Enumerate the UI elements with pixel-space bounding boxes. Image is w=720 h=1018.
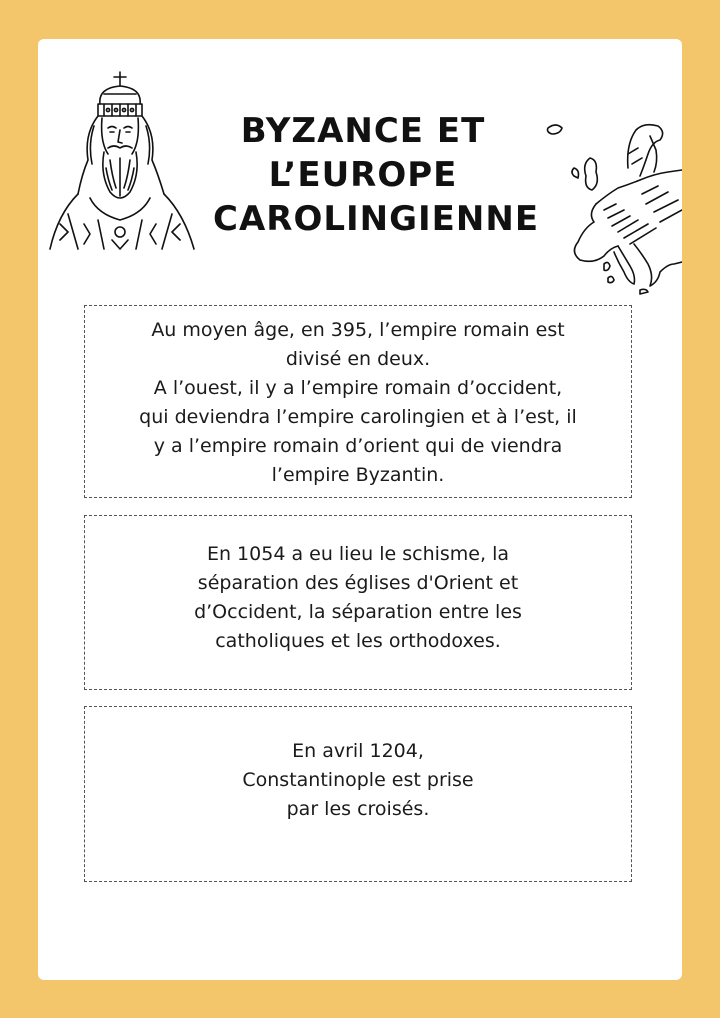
- box1-line-5: y a l’empire romain d’orient qui de viendra: [153, 435, 563, 457]
- emperor-portrait-icon: [38, 64, 203, 254]
- box2-line-3: d’Occident, la séparation entre les: [194, 601, 522, 623]
- box3-line-2: Constantinople est prise: [242, 769, 474, 791]
- text-box-395: [84, 305, 632, 498]
- box1-line-1: Au moyen âge, en 395, l’empire romain est: [151, 319, 565, 341]
- page-title: [213, 109, 540, 241]
- title-line-3: CAROLINGIENNE: [213, 199, 540, 239]
- title-line-1: BYZANCE ET: [240, 111, 486, 151]
- box1-line-2: divisé en deux.: [285, 348, 431, 370]
- box1-line-4: qui deviendra l’empire carolingien et à l’est, il: [139, 406, 577, 428]
- text-box-1204: [84, 706, 632, 882]
- box2-line-1: En 1054 a eu lieu le schisme, la: [206, 543, 510, 565]
- box3-line-3: par les croisés.: [286, 798, 430, 820]
- europe-map-icon: [508, 114, 682, 299]
- text-box-1054: [84, 515, 632, 690]
- worksheet: [38, 39, 682, 980]
- box1-line-6: l’empire Byzantin.: [271, 464, 445, 486]
- box1-line-3: A l’ouest, il y a l’empire romain d’occident,: [153, 377, 563, 399]
- box2-line-4: catholiques et les orthodoxes.: [215, 630, 501, 652]
- box3-line-1: En avril 1204,: [292, 740, 424, 762]
- box2-line-2: séparation des églises d'Orient et: [197, 572, 519, 594]
- title-line-2: L’EUROPE: [268, 155, 458, 195]
